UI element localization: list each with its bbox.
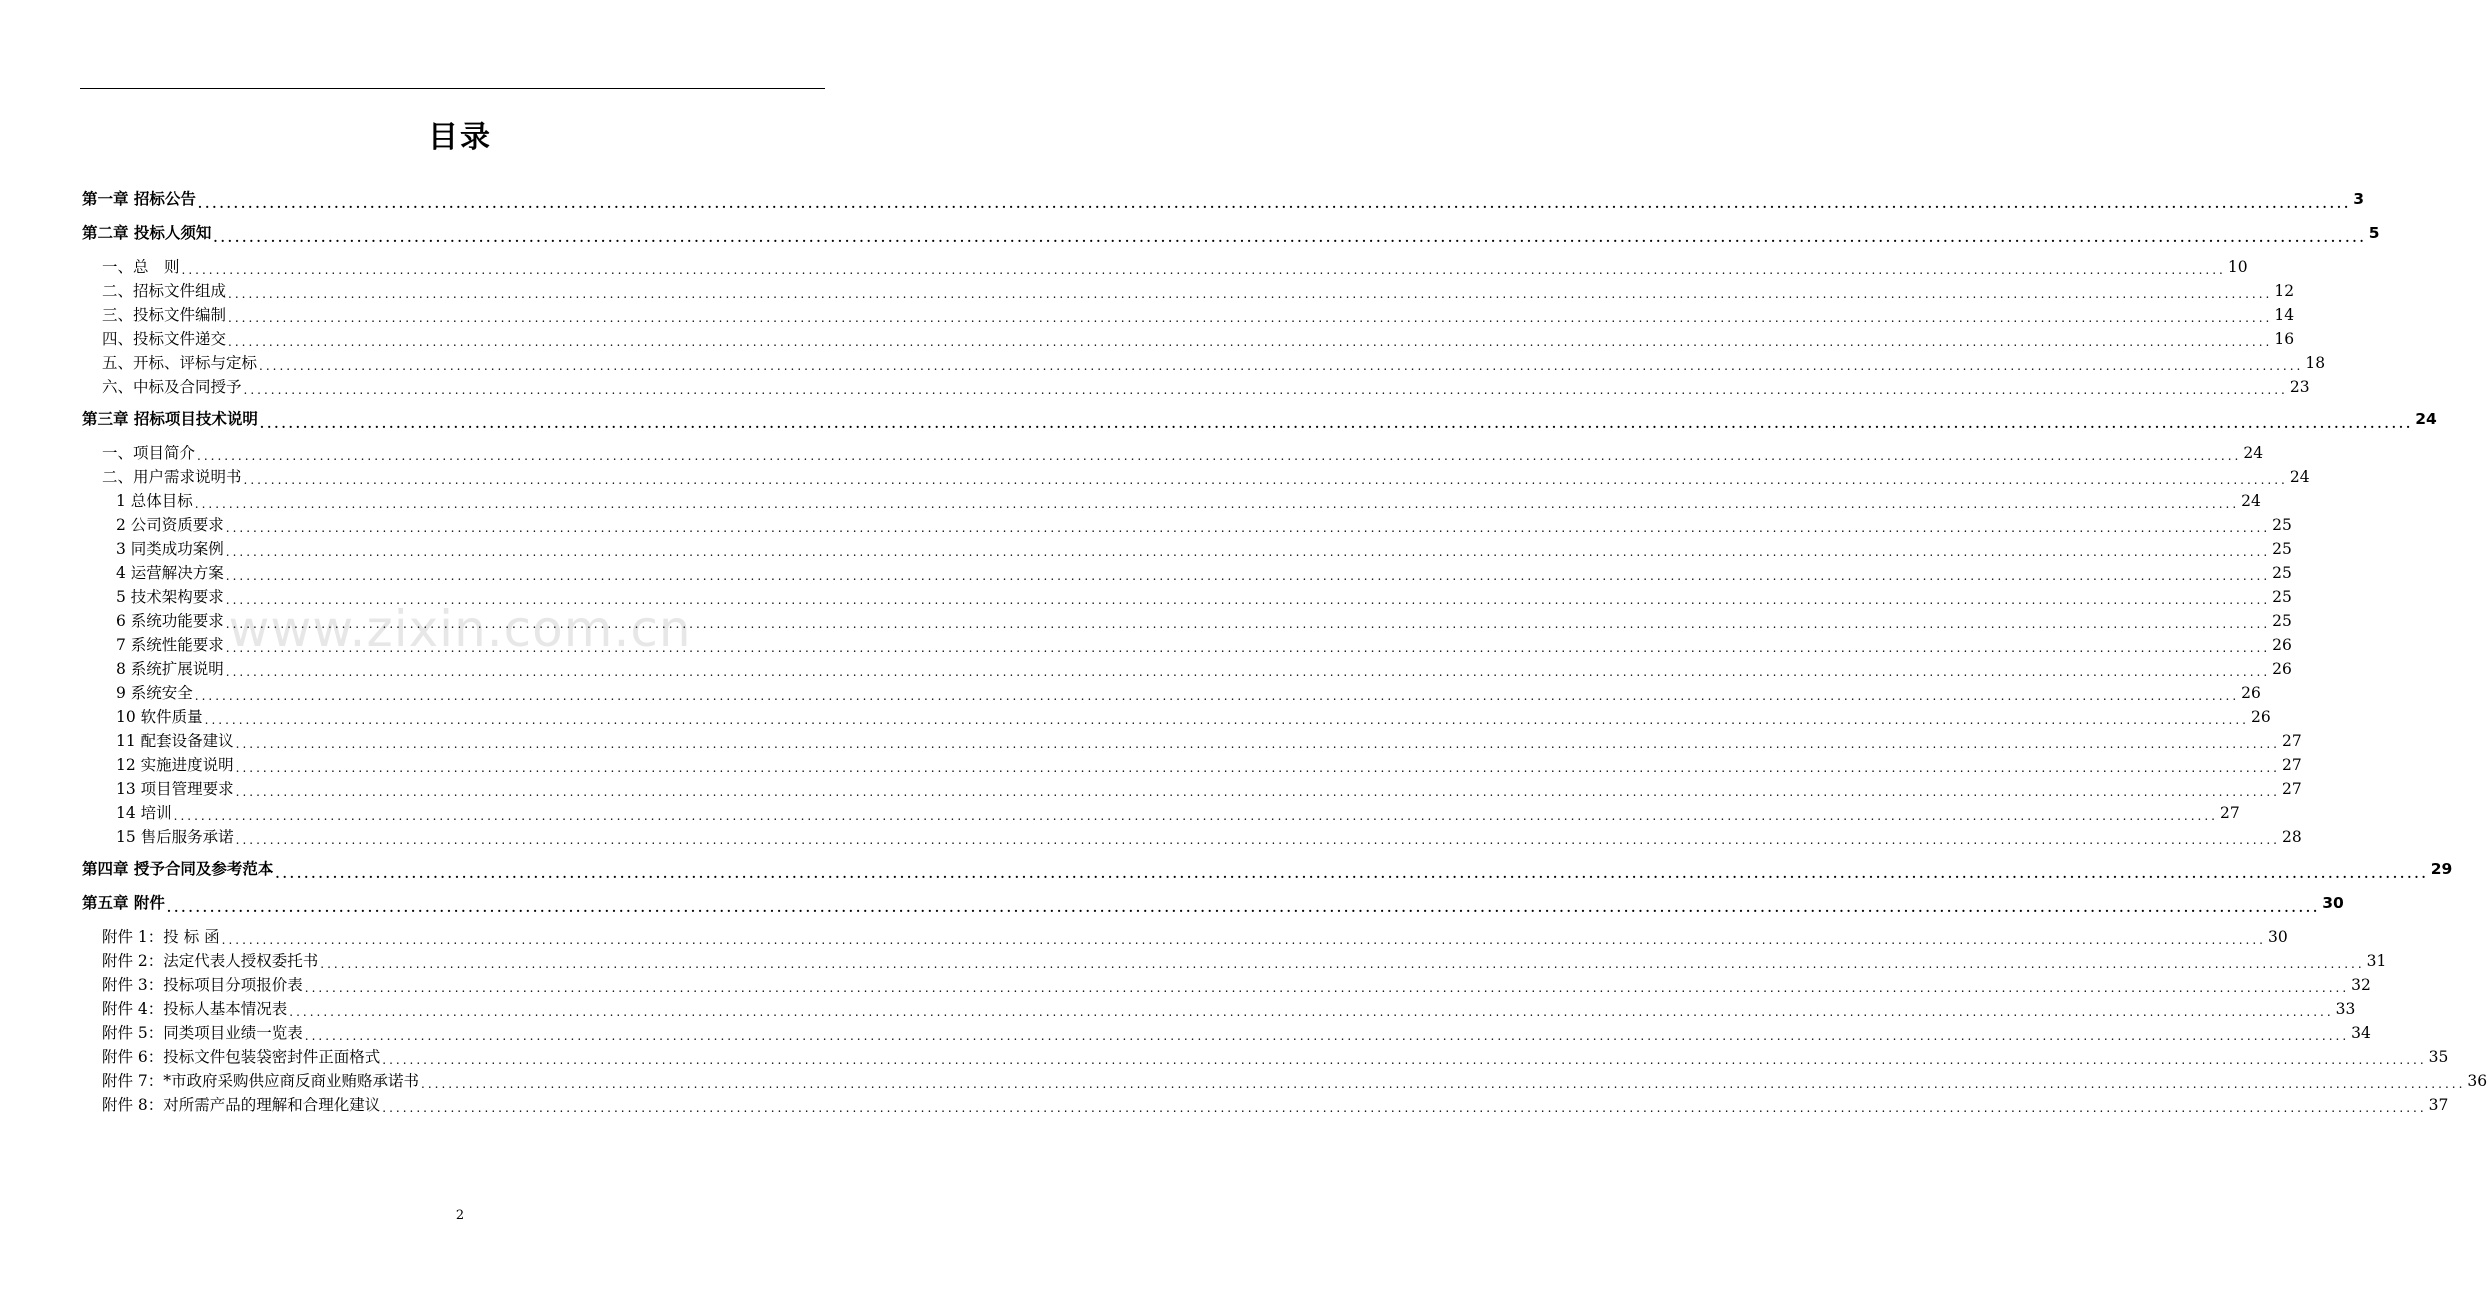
toc-entry-page: 35 [2428, 1048, 2449, 1066]
toc-section-entry[interactable] [82, 255, 2248, 279]
toc-entry-page: 16 [2274, 330, 2295, 348]
toc-section-entry[interactable] [82, 609, 2292, 633]
page-title: 目录 [428, 120, 492, 155]
toc-entry-page: 26 [2272, 636, 2292, 654]
toc-entry-label: 附件 1：投 标 函 [102, 928, 220, 946]
toc-leader-dots: ............................................................................................................................................................................................................................................................................................................ [197, 449, 2242, 463]
toc-leader-dots: ............................................................................................................................................................................................................................................................................................................ [225, 545, 2271, 559]
toc-section-entry[interactable] [82, 949, 2387, 973]
toc-section-entry[interactable] [82, 973, 2371, 997]
toc-entry-label: 15 售后服务承诺 [116, 828, 234, 846]
toc-entry-page: 31 [2366, 952, 2387, 970]
toc-section-entry[interactable] [82, 801, 2240, 825]
toc-entry-label: 12 实施进度说明 [116, 756, 234, 774]
toc-section-entry[interactable] [82, 351, 2326, 375]
toc-section-entry[interactable] [82, 585, 2292, 609]
toc-leader-dots: ............................................................................................................................................................................................................................................................................................................ [228, 335, 2273, 349]
toc-leader-dots: ............................................................................................................................................................................................................................................................................................................ [320, 957, 2365, 971]
toc-entry-label: 7 系统性能要求 [116, 636, 224, 654]
toc-leader-dots: ............................................................................................................................................................................................................................................................................................................ [275, 867, 2429, 881]
toc-entry-page: 24 [2241, 492, 2261, 510]
table-of-contents [82, 185, 2487, 1123]
toc-section-entry[interactable] [82, 705, 2271, 729]
toc-section-entry[interactable] [82, 825, 2302, 849]
toc-entry-page: 29 [2430, 860, 2453, 878]
toc-chapter-entry[interactable] [82, 185, 2365, 213]
toc-section-entry[interactable] [82, 303, 2295, 327]
toc-entry-page: 27 [2282, 780, 2302, 798]
toc-leader-dots: ............................................................................................................................................................................................................................................................................................................ [382, 1053, 2427, 1067]
toc-section-entry[interactable] [82, 537, 2292, 561]
toc-section-entry[interactable] [82, 777, 2302, 801]
toc-entry-label: 一、总 则 [102, 258, 180, 276]
toc-entry-label: 一、项目简介 [102, 444, 196, 462]
toc-section-entry[interactable] [82, 489, 2261, 513]
toc-leader-dots: ............................................................................................................................................................................................................................................................................................................ [225, 593, 2271, 607]
toc-entry-page: 12 [2274, 282, 2295, 300]
watermark: www.zixin.com.cn [228, 600, 692, 658]
toc-section-entry[interactable] [82, 997, 2356, 1021]
toc-entry-label: 6 系统功能要求 [116, 612, 224, 630]
toc-section-entry[interactable] [82, 375, 2310, 399]
toc-section-entry[interactable] [82, 729, 2302, 753]
toc-entry-page: 25 [2272, 540, 2292, 558]
toc-entry-label: 4 运营解决方案 [116, 564, 224, 582]
toc-entry-label: 1 总体目标 [116, 492, 193, 510]
toc-leader-dots: ............................................................................................................................................................................................................................................................................................................ [289, 1005, 2334, 1019]
toc-entry-page: 37 [2428, 1096, 2449, 1114]
toc-leader-dots: ............................................................................................................................................................................................................................................................................................................ [259, 359, 2304, 373]
toc-entry-page: 24 [2289, 468, 2310, 486]
toc-leader-dots: ............................................................................................................................................................................................................................................................................................................ [225, 641, 2271, 655]
toc-entry-page: 27 [2220, 804, 2240, 822]
toc-chapter-entry[interactable] [82, 219, 2380, 247]
toc-entry-label: 第三章 招标项目技术说明 [82, 410, 258, 428]
toc-entry-page: 34 [2351, 1024, 2371, 1042]
toc-entry-page: 23 [2289, 378, 2310, 396]
toc-leader-dots: ............................................................................................................................................................................................................................................................................................................ [194, 689, 2240, 703]
toc-chapter-group [82, 405, 2437, 849]
toc-leader-dots: ............................................................................................................................................................................................................................................................................................................ [235, 761, 2280, 775]
toc-leader-dots: ............................................................................................................................................................................................................................................................................................................ [243, 473, 2288, 487]
toc-leader-dots: ............................................................................................................................................................................................................................................................................................................ [235, 737, 2280, 751]
toc-section-entry[interactable] [82, 1021, 2371, 1045]
toc-entry-page: 26 [2272, 660, 2292, 678]
page-number: 2 [455, 1208, 465, 1223]
toc-entry-label: 3 同类成功案例 [116, 540, 224, 558]
toc-entry-page: 25 [2272, 588, 2292, 606]
toc-chapter-group [82, 185, 2365, 213]
toc-entry-label: 第一章 招标公告 [82, 190, 196, 208]
toc-entry-label: 附件 7：*市政府采购供应商反商业贿赂承诺书 [102, 1072, 420, 1090]
toc-section-entry[interactable] [82, 1045, 2449, 1069]
toc-entry-page: 27 [2282, 756, 2302, 774]
toc-leader-dots: ............................................................................................................................................................................................................................................................................................................ [304, 1029, 2350, 1043]
toc-entry-page: 25 [2272, 564, 2292, 582]
toc-entry-label: 二、用户需求说明书 [102, 468, 242, 486]
toc-entry-label: 11 配套设备建议 [116, 732, 234, 750]
toc-entry-page: 27 [2282, 732, 2302, 750]
toc-section-entry[interactable] [82, 681, 2261, 705]
toc-leader-dots: ............................................................................................................................................................................................................................................................................................................ [213, 231, 2367, 245]
toc-leader-dots: ............................................................................................................................................................................................................................................................................................................ [225, 665, 2271, 679]
toc-entry-label: 三、投标文件编制 [102, 306, 227, 324]
toc-entry-page: 3 [2353, 190, 2365, 208]
toc-entry-page: 14 [2274, 306, 2295, 324]
toc-leader-dots: ............................................................................................................................................................................................................................................................................................................ [225, 521, 2271, 535]
toc-entry-label: 四、投标文件递交 [102, 330, 227, 348]
toc-entry-page: 33 [2335, 1000, 2356, 1018]
toc-leader-dots: ............................................................................................................................................................................................................................................................................................................ [197, 197, 2352, 211]
toc-entry-page: 30 [2268, 928, 2288, 946]
toc-entry-label: 附件 2：法定代表人授权委托书 [102, 952, 319, 970]
toc-chapter-entry[interactable] [82, 889, 2344, 917]
toc-entry-label: 10 软件质量 [116, 708, 203, 726]
toc-entry-label: 附件 6：投标文件包装袋密封件正面格式 [102, 1048, 381, 1066]
toc-section-entry[interactable] [82, 561, 2292, 585]
header-rule [80, 88, 825, 89]
toc-entry-page: 10 [2227, 258, 2248, 276]
toc-entry-page: 24 [2243, 444, 2264, 462]
toc-leader-dots: ............................................................................................................................................................................................................................................................................................................ [194, 497, 2240, 511]
toc-leader-dots: ............................................................................................................................................................................................................................................................................................................ [421, 1077, 2466, 1091]
toc-entry-label: 5 技术架构要求 [116, 588, 224, 606]
toc-entry-label: 第五章 附件 [82, 894, 165, 912]
toc-entry-label: 附件 3：投标项目分项报价表 [102, 976, 303, 994]
toc-chapter-entry[interactable] [82, 855, 2453, 883]
toc-entry-page: 26 [2251, 708, 2271, 726]
toc-leader-dots: ............................................................................................................................................................................................................................................................................................................ [225, 569, 2271, 583]
toc-section-entry[interactable] [82, 657, 2292, 681]
toc-entry-label: 第二章 投标人须知 [82, 224, 212, 242]
toc-section-entry[interactable] [82, 465, 2310, 489]
toc-entry-label: 2 公司资质要求 [116, 516, 224, 534]
toc-entry-page: 25 [2272, 612, 2292, 630]
toc-section-entry[interactable] [82, 327, 2295, 351]
toc-leader-dots: ............................................................................................................................................................................................................................................................................................................ [221, 933, 2266, 947]
toc-leader-dots: ............................................................................................................................................................................................................................................................................................................ [228, 287, 2273, 301]
toc-entry-label: 8 系统扩展说明 [116, 660, 224, 678]
toc-entry-page: 18 [2305, 354, 2326, 372]
toc-section-entry[interactable] [82, 1069, 2487, 1093]
toc-leader-dots: ............................................................................................................................................................................................................................................................................................................ [259, 417, 2414, 431]
toc-chapter-group [82, 855, 2453, 883]
toc-entry-label: 六、中标及合同授予 [102, 378, 242, 396]
toc-leader-dots: ............................................................................................................................................................................................................................................................................................................ [204, 713, 2249, 727]
toc-entry-label: 第四章 授予合同及参考范本 [82, 860, 274, 878]
toc-entry-page: 32 [2351, 976, 2371, 994]
toc-leader-dots: ............................................................................................................................................................................................................................................................................................................ [304, 981, 2350, 995]
toc-entry-label: 9 系统安全 [116, 684, 193, 702]
toc-entry-label: 二、招标文件组成 [102, 282, 227, 300]
toc-chapter-entry[interactable] [82, 405, 2437, 433]
toc-entry-page: 25 [2272, 516, 2292, 534]
toc-entry-label: 五、开标、评标与定标 [102, 354, 258, 372]
toc-entry-label: 附件 4：投标人基本情况表 [102, 1000, 288, 1018]
toc-entry-label: 14 培训 [116, 804, 172, 822]
toc-entry-page: 24 [2415, 410, 2437, 428]
toc-leader-dots: ............................................................................................................................................................................................................................................................................................................ [235, 785, 2280, 799]
toc-entry-page: 5 [2368, 224, 2380, 242]
toc-chapter-group [82, 219, 2380, 399]
toc-leader-dots: ............................................................................................................................................................................................................................................................................................................ [181, 263, 2226, 277]
toc-leader-dots: ............................................................................................................................................................................................................................................................................................................ [228, 311, 2273, 325]
toc-section-entry[interactable] [82, 925, 2288, 949]
toc-section-entry[interactable] [82, 279, 2295, 303]
toc-section-entry[interactable] [82, 513, 2292, 537]
toc-entry-label: 附件 5：同类项目业绩一览表 [102, 1024, 303, 1042]
toc-entry-page: 36 [2467, 1072, 2487, 1090]
toc-leader-dots: ............................................................................................................................................................................................................................................................................................................ [173, 809, 2218, 823]
toc-section-entry[interactable] [82, 753, 2302, 777]
toc-chapter-group [82, 889, 2487, 1117]
toc-leader-dots: ............................................................................................................................................................................................................................................................................................................ [382, 1101, 2427, 1115]
toc-section-entry[interactable] [82, 633, 2292, 657]
toc-leader-dots: ............................................................................................................................................................................................................................................................................................................ [166, 901, 2321, 915]
toc-section-entry[interactable] [82, 441, 2264, 465]
toc-section-entry[interactable] [82, 1093, 2449, 1117]
toc-entry-page: 30 [2322, 894, 2344, 912]
toc-leader-dots: ............................................................................................................................................................................................................................................................................................................ [225, 617, 2271, 631]
toc-leader-dots: ............................................................................................................................................................................................................................................................................................................ [235, 833, 2280, 847]
toc-entry-label: 13 项目管理要求 [116, 780, 234, 798]
toc-leader-dots: ............................................................................................................................................................................................................................................................................................................ [243, 383, 2288, 397]
toc-entry-label: 附件 8：对所需产品的理解和合理化建议 [102, 1096, 381, 1114]
toc-entry-page: 28 [2282, 828, 2302, 846]
toc-entry-page: 26 [2241, 684, 2261, 702]
